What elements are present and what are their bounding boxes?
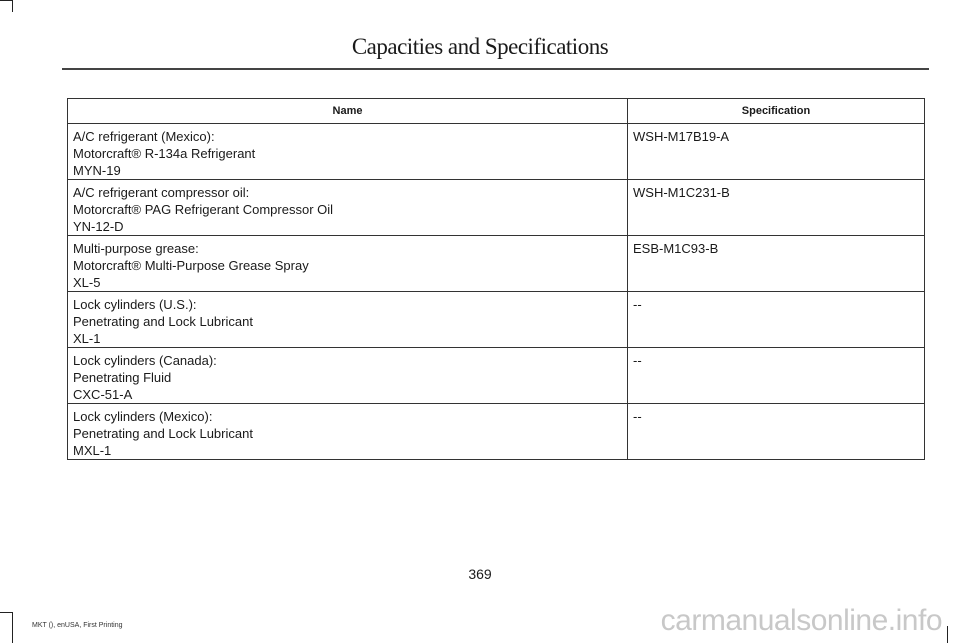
table-row xyxy=(68,124,925,180)
name-cell xyxy=(68,236,628,292)
name-line: XL-1 xyxy=(73,331,101,346)
column-header-specification: Specification xyxy=(628,99,925,124)
page-number: 369 xyxy=(468,566,492,582)
table-header-row xyxy=(68,99,925,124)
page-title: Capacities and Specifications xyxy=(351,34,609,59)
specifications-table xyxy=(67,98,925,460)
table-row xyxy=(68,404,925,460)
specification-cell: ESB-M1C93-B xyxy=(628,236,925,292)
specification-cell: WSH-M17B19-A xyxy=(628,124,925,180)
name-line: CXC-51-A xyxy=(73,387,133,402)
name-line: Penetrating and Lock Lubricant xyxy=(73,426,253,441)
print-info: MKT (), enUSA, First Printing xyxy=(32,622,123,629)
specification-cell: WSH-M1C231-B xyxy=(628,180,925,236)
specification-cell: -- xyxy=(628,404,925,460)
watermark: carmanualsonline.info xyxy=(660,604,942,637)
name-line: XL-5 xyxy=(73,275,101,290)
name-line: Motorcraft® Multi-Purpose Grease Spray xyxy=(73,258,309,273)
name-line: Lock cylinders (Mexico): xyxy=(73,409,213,424)
crop-mark xyxy=(12,612,13,643)
name-cell xyxy=(68,180,628,236)
title-divider xyxy=(62,68,929,70)
table-row xyxy=(68,180,925,236)
crop-mark xyxy=(0,0,12,1)
table-row xyxy=(68,292,925,348)
name-cell xyxy=(68,404,628,460)
name-line: A/C refrigerant compressor oil: xyxy=(73,185,250,200)
table-row xyxy=(68,348,925,404)
specification-cell: -- xyxy=(628,348,925,404)
name-cell xyxy=(68,348,628,404)
name-cell xyxy=(68,292,628,348)
crop-mark xyxy=(0,612,12,613)
name-line: Motorcraft® PAG Refrigerant Compressor Oil xyxy=(73,202,334,217)
name-cell xyxy=(68,124,628,180)
name-line: YN-12-D xyxy=(73,219,124,234)
name-line: Lock cylinders (Canada): xyxy=(73,353,217,368)
name-line: Lock cylinders (U.S.): xyxy=(73,297,197,312)
name-line: Multi-purpose grease: xyxy=(73,241,199,256)
name-line: A/C refrigerant (Mexico): xyxy=(73,129,215,144)
name-line: Penetrating Fluid xyxy=(73,370,172,385)
column-header-name: Name xyxy=(68,99,628,124)
name-line: MYN-19 xyxy=(73,163,121,178)
name-line: MXL-1 xyxy=(73,443,112,458)
crop-mark xyxy=(947,626,948,643)
crop-mark xyxy=(12,0,13,12)
table-row xyxy=(68,236,925,292)
specification-cell: -- xyxy=(628,292,925,348)
name-line: Penetrating and Lock Lubricant xyxy=(73,314,253,329)
name-line: Motorcraft® R-134a Refrigerant xyxy=(73,146,256,161)
